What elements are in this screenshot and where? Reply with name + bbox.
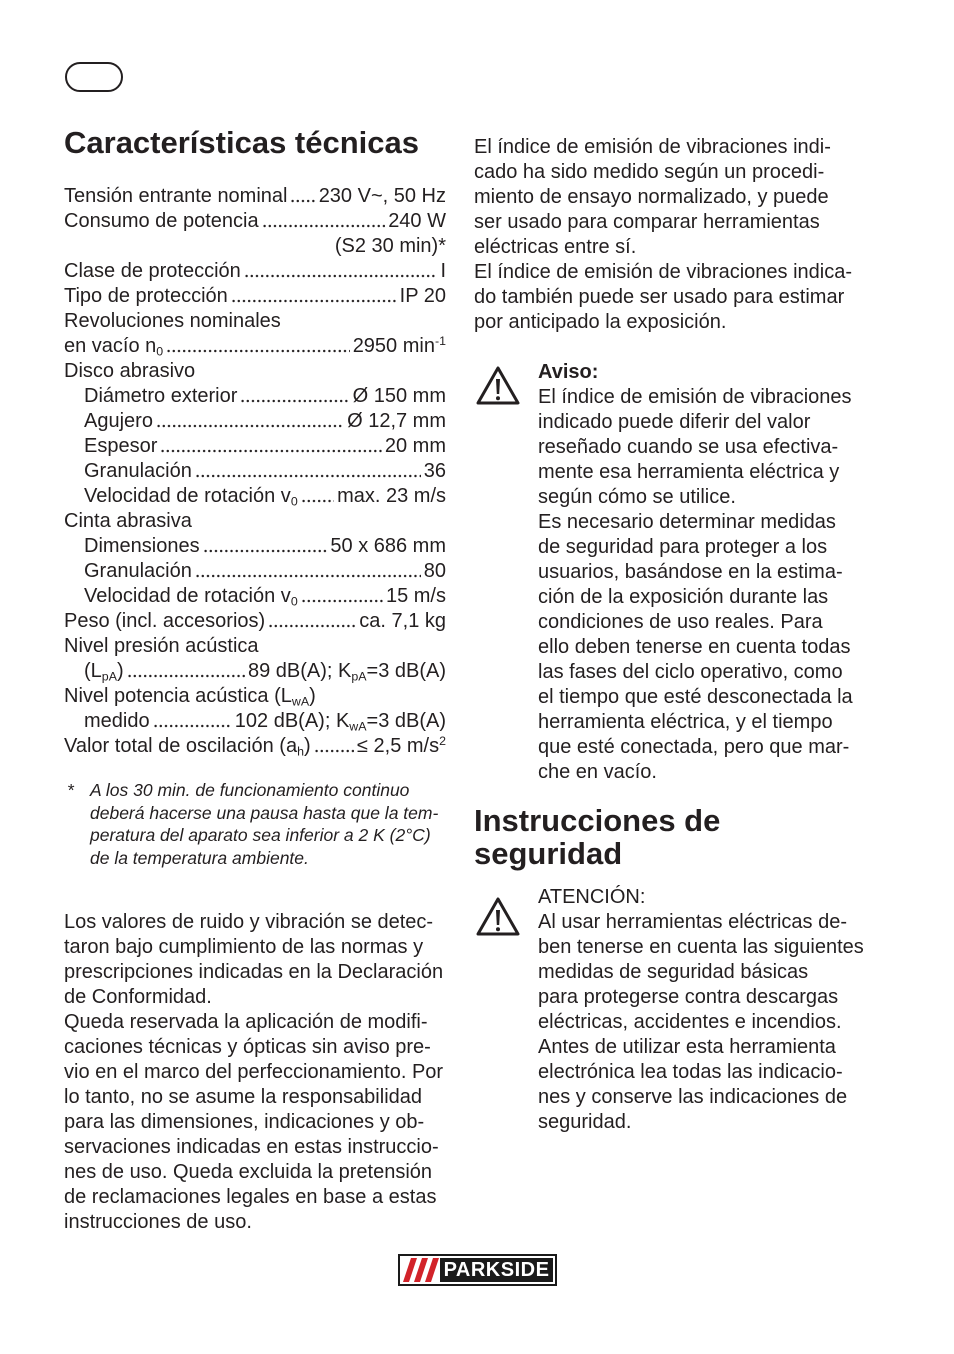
spec-row — [64, 659, 446, 684]
dot-leader — [262, 223, 386, 229]
spec-row — [64, 709, 446, 734]
paragraph — [474, 135, 874, 260]
text-line: el tiempo que esté desconectada la — [538, 686, 853, 708]
brand-logo — [398, 1254, 557, 1286]
text-line: herramienta eléctrica, y el tiempo — [538, 711, 833, 733]
text-line: seguridad. — [538, 1111, 632, 1133]
spec-value: 50 x 686 mm — [330, 535, 446, 557]
subscript: 0 — [290, 494, 298, 509]
text-line: ción de la exposición durante las — [538, 586, 829, 608]
spec-label — [84, 659, 124, 684]
footnote-line: de la temperatura ambiente. — [90, 847, 309, 868]
text-line: ben tenerse en cuenta las siguientes — [538, 936, 864, 958]
logo-wordmark — [440, 1258, 553, 1282]
spec-label-text: Valor total de oscilación (a — [64, 735, 298, 757]
subscript: pA — [101, 669, 117, 684]
dot-leader — [268, 623, 356, 629]
paragraph — [474, 260, 874, 335]
spec-label: Agujero — [84, 410, 153, 432]
text-line: mente esa herramienta eléctrica y — [538, 461, 840, 483]
spec-label — [84, 484, 298, 509]
paragraph — [538, 385, 878, 510]
section-title-line: Instrucciones de — [474, 803, 721, 838]
text-line: El índice de emisión de vibraciones — [538, 386, 852, 408]
spec-label: Espesor — [84, 435, 158, 457]
text-line: las fases del ciclo operativo, como — [538, 661, 843, 683]
text-line: ser usado para comparar herramientas — [474, 211, 820, 233]
spec-row — [64, 734, 446, 759]
warning-title: ATENCIÓN: — [538, 886, 646, 908]
spec-label: Consumo de potencia — [64, 210, 259, 232]
spec-row — [64, 484, 446, 509]
footnote-body — [90, 779, 446, 869]
dot-leader — [301, 498, 334, 504]
spec-label-text: Nivel potencia acústica (L — [64, 685, 292, 707]
superscript: -1 — [434, 334, 446, 349]
spec-label — [64, 684, 316, 709]
footnote-line: peratura del aparato sea inferior a 2 K (2°C) — [90, 825, 431, 845]
paragraph — [64, 910, 454, 1010]
text-line: nes de uso. Queda excluida la pretensión — [64, 1161, 433, 1183]
subscript: 0 — [156, 344, 164, 359]
text-line: según cómo se utilice. — [538, 486, 736, 508]
text-line: medidas de seguridad básicas — [538, 961, 809, 983]
spec-row — [64, 609, 446, 634]
text-line: de Conformidad. — [64, 986, 212, 1008]
spec-value-text: 2950 min — [352, 335, 435, 357]
subscript: wA — [291, 694, 310, 709]
spec-list — [64, 184, 446, 759]
spec-value: max. 23 m/s — [337, 485, 446, 507]
spec-row — [64, 334, 446, 359]
dot-leader — [290, 198, 315, 204]
spec-value-end: =3 dB(A) — [366, 710, 446, 732]
text-line: para protegerse contra descargas — [538, 986, 839, 1008]
spec-value-end: =3 dB(A) — [366, 660, 446, 682]
text-line: indicado puede diferir del valor — [538, 411, 811, 433]
spec-label-end: ) — [116, 660, 124, 682]
spec-group-heading — [64, 684, 446, 709]
subscript: h — [297, 744, 304, 759]
spec-value: 15 m/s — [385, 585, 446, 607]
logo-slashes-icon — [402, 1258, 440, 1282]
text-line: de reclamaciones legales en base a estas — [64, 1186, 437, 1208]
dot-leader — [160, 448, 382, 454]
language-badge — [65, 62, 123, 92]
spec-label-end: ) — [309, 685, 316, 707]
spec-value-text: 89 dB(A); K — [247, 660, 352, 682]
text-line: servaciones indicadas en estas instruccio- — [64, 1136, 439, 1158]
dot-leader — [231, 298, 397, 304]
spec-label: Diámetro exterior — [84, 385, 238, 407]
spec-row — [64, 584, 446, 609]
section-title-technical: Características técnicas — [64, 125, 420, 160]
spec-label-end: ) — [304, 735, 311, 757]
spec-value: Ø 150 mm — [352, 385, 446, 407]
spec-row — [64, 459, 446, 484]
spec-row — [64, 559, 446, 584]
notes-text — [64, 910, 454, 1235]
spec-label: Peso (incl. accesorios) — [64, 610, 266, 632]
spec-label: Clase de protección — [64, 260, 241, 282]
section-title-safety — [474, 804, 720, 870]
text-line: reseñado cuando se usa efectiva- — [538, 436, 839, 458]
text-line: que esté conectada, pero que mar- — [538, 736, 850, 758]
spec-value: ca. 7,1 kg — [359, 610, 446, 632]
spec-label — [64, 334, 163, 359]
text-line: Los valores de ruido y vibración se detec- — [64, 911, 434, 933]
section-title-line: seguridad — [474, 836, 623, 871]
vibration-text — [474, 135, 874, 335]
spec-row — [64, 259, 446, 284]
dot-leader — [166, 348, 349, 354]
subscript: wA — [349, 719, 367, 734]
spec-value: 20 mm — [384, 435, 446, 457]
subscript: pA — [351, 669, 367, 684]
warning-icon — [475, 896, 521, 938]
spec-value-text: ≤ 2,5 m/s — [356, 735, 440, 757]
spec-label: Granulación — [84, 460, 192, 482]
logo-text: PARKSIDE — [443, 1259, 550, 1281]
warning-block-vibration — [538, 360, 878, 785]
spec-value: 80 — [423, 560, 446, 582]
text-line: usuarios, basándose en la estima- — [538, 561, 843, 583]
text-line: instrucciones de uso. — [64, 1211, 252, 1233]
spec-value: IP 20 — [399, 285, 446, 307]
dot-leader — [244, 273, 438, 279]
dot-leader — [195, 473, 421, 479]
dot-leader — [203, 548, 328, 554]
dot-leader — [156, 423, 344, 429]
spec-group-heading — [64, 634, 446, 659]
dot-leader — [195, 573, 421, 579]
spec-label — [84, 584, 298, 609]
text-line: El índice de emisión de vibraciones indi- — [474, 136, 831, 158]
spec-label: Dimensiones — [84, 535, 200, 557]
text-line: eléctricas, accidentes e incendios. — [538, 1011, 842, 1033]
text-line: vio en el marco del perfeccionamiento. Por — [64, 1061, 444, 1083]
text-line: Queda reservada la aplicación de modifi- — [64, 1011, 428, 1033]
text-line: ello deben tenerse en cuenta todas — [538, 636, 851, 658]
text-line: condiciones de uso reales. Para — [538, 611, 823, 633]
text-line: cado ha sido medido según un procedi- — [474, 161, 825, 183]
text-line: taron bajo cumplimiento de las normas y — [64, 936, 424, 958]
text-line: Al usar herramientas eléctricas de- — [538, 911, 848, 933]
spec-label: Nivel presión acústica — [64, 635, 259, 657]
spec-value — [235, 709, 446, 734]
spec-label-text: en vacío n — [64, 335, 157, 357]
footnote — [64, 779, 446, 869]
spec-label-text: Velocidad de rotación v — [84, 585, 291, 607]
spec-label-text: (L — [84, 660, 102, 682]
spec-row — [64, 434, 446, 459]
spec-value: (S2 30 min)* — [334, 235, 446, 257]
footnote-line: A los 30 min. de funcionamiento continuo — [90, 780, 410, 800]
text-line: Antes de utilizar esta herramienta — [538, 1036, 836, 1058]
spec-label: Tensión entrante nominal — [64, 185, 288, 207]
spec-value — [357, 734, 446, 759]
text-line: do también puede ser usado para estimar — [474, 286, 845, 308]
paragraph — [538, 510, 878, 785]
text-line: El índice de emisión de vibraciones indica- — [474, 261, 852, 283]
spec-value-text: 102 dB(A); K — [234, 710, 350, 732]
warning-block-safety — [538, 885, 878, 1135]
spec-label: medido — [84, 710, 150, 732]
spec-label: Tipo de protección — [64, 285, 228, 307]
dot-leader — [127, 673, 245, 679]
text-line: nes y conserve las indicaciones de — [538, 1086, 848, 1108]
spec-label: Revoluciones nominales — [64, 310, 281, 332]
spec-row — [64, 184, 446, 209]
spec-row — [64, 409, 446, 434]
text-line: Es necesario determinar medidas — [538, 511, 836, 533]
footnote-marker: * — [67, 780, 74, 800]
dot-leader — [153, 723, 232, 729]
footnote-line: deberá hacerse una pausa hasta que la tem- — [90, 802, 439, 823]
warning-title: Aviso: — [538, 361, 599, 383]
text-line: eléctricas entre sí. — [474, 236, 637, 258]
dot-leader — [314, 748, 354, 754]
text-line: electrónica lea todas las indicacio- — [538, 1061, 843, 1083]
spec-label — [64, 734, 311, 759]
text-line: para las dimensiones, indicaciones y ob- — [64, 1111, 425, 1133]
text-line: prescripciones indicadas en la Declaración — [64, 961, 444, 983]
spec-label: Cinta abrasiva — [64, 510, 192, 532]
spec-group-heading — [64, 309, 446, 334]
spec-label: Disco abrasivo — [64, 360, 196, 382]
text-line: caciones técnicas y ópticas sin aviso pre- — [64, 1036, 431, 1058]
text-line: por anticipado la exposición. — [474, 311, 727, 333]
spec-group-heading — [64, 509, 446, 534]
spec-label: Granulación — [84, 560, 192, 582]
spec-row — [64, 284, 446, 309]
spec-value — [353, 334, 446, 359]
subscript: 0 — [290, 594, 298, 609]
text-line: de seguridad para proteger a los — [538, 536, 828, 558]
spec-row — [64, 234, 446, 259]
spec-row — [64, 534, 446, 559]
spec-value: I — [440, 260, 446, 282]
dot-leader — [240, 398, 349, 404]
superscript: 2 — [439, 734, 446, 749]
dot-leader — [301, 598, 383, 604]
text-line: miento de ensayo normalizado, y puede — [474, 186, 829, 208]
spec-value: 240 W — [388, 210, 446, 232]
spec-label-text: Velocidad de rotación v — [84, 485, 291, 507]
warning-icon — [475, 365, 521, 407]
text-line: lo tanto, no se asume la responsabilidad — [64, 1086, 423, 1108]
spec-value: Ø 12,7 mm — [347, 410, 446, 432]
spec-row — [64, 209, 446, 234]
spec-group-heading — [64, 359, 446, 384]
spec-row — [64, 384, 446, 409]
spec-value: 230 V~, 50 Hz — [318, 185, 446, 207]
paragraph — [64, 1010, 454, 1235]
spec-value: 36 — [423, 460, 446, 482]
spec-value — [248, 659, 446, 684]
text-line: che en vacío. — [538, 761, 657, 783]
